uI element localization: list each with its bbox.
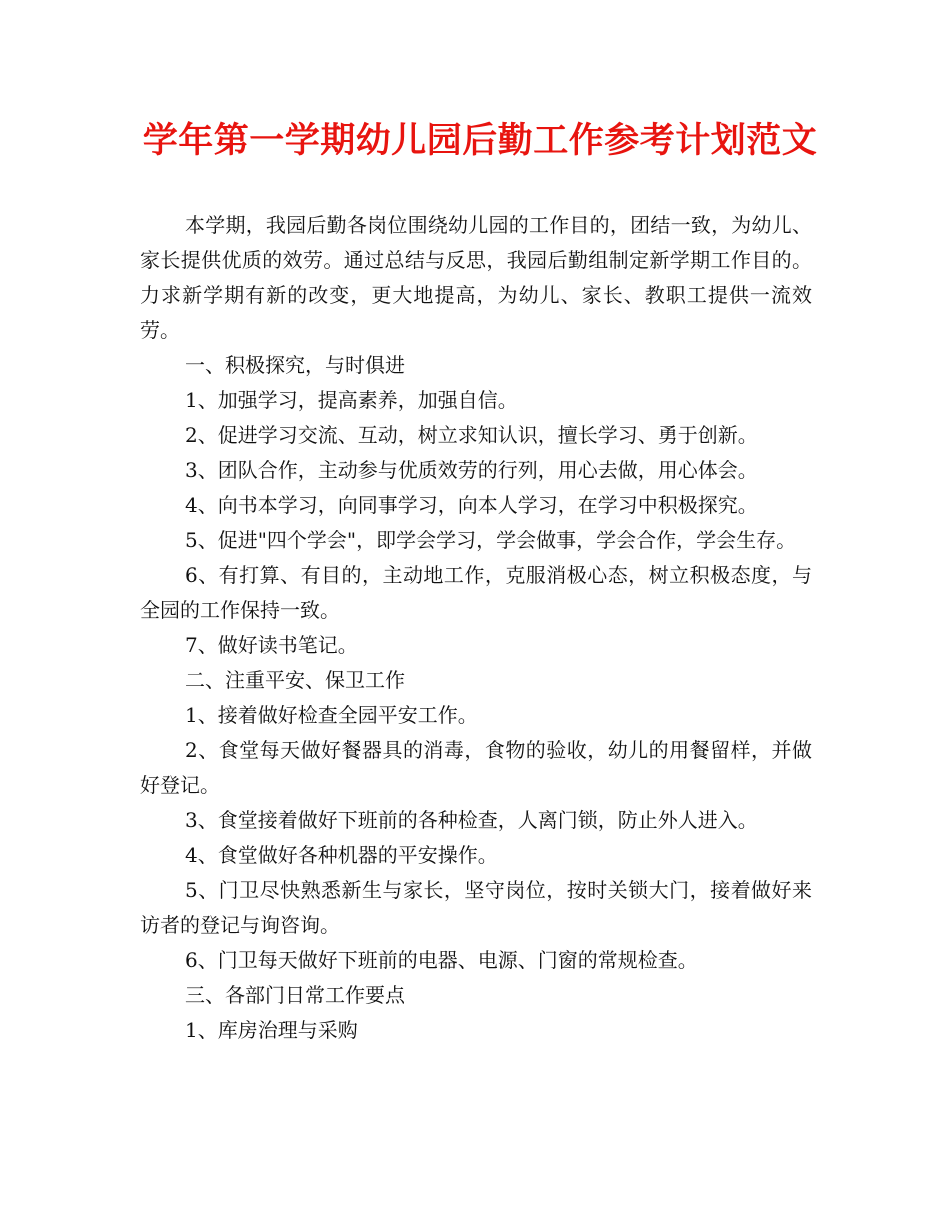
list-item: 4、向书本学习，向同事学习，向本人学习，在学习中积极探究。 — [185, 493, 758, 517]
list-item: 7、做好读书笔记。 — [185, 633, 358, 657]
paragraph-intro: 本学期，我园后勤各岗位围绕幼儿园的工作目的，团结一致，为幼儿、家长提供优质的效劳。通过总结与反思，我园后勤组制定新学期工作目的。力求新学期有新的改变，更大地提高，为幼儿、家长、教职工提供一流效劳。 — [140, 213, 812, 342]
section-heading-2: 二、注重平安、保卫工作 — [185, 668, 405, 692]
list-item: 5、促进"四个学会"，即学会学习，学会做事，学会合作，学会生存。 — [185, 528, 797, 552]
list-item: 5、门卫尽快熟悉新生与家长，坚守岗位，按时关锁大门，接着做好来访者的登记与询咨询。 — [140, 878, 812, 937]
list-item: 2、促进学习交流、互动，树立求知认识，擅长学习、勇于创新。 — [185, 423, 758, 447]
list-item: 1、接着做好检查全园平安工作。 — [185, 703, 478, 727]
document-body — [140, 208, 812, 1048]
list-item: 1、库房治理与采购 — [185, 1018, 358, 1042]
list-item: 3、团队合作，主动参与优质效劳的行列，用心去做，用心体会。 — [185, 458, 758, 482]
list-item: 2、食堂每天做好餐器具的消毒，食物的验收，幼儿的用餐留样，并做好登记。 — [140, 738, 812, 797]
document-title: 学年第一学期幼儿园后勤工作参考计划范文 — [142, 121, 818, 161]
list-item: 6、门卫每天做好下班前的电器、电源、门窗的常规检查。 — [185, 948, 698, 972]
section-heading-3: 三、各部门日常工作要点 — [185, 983, 405, 1007]
list-item: 4、食堂做好各种机器的平安操作。 — [185, 843, 498, 867]
list-item: 1、加强学习，提高素养，加强自信。 — [185, 388, 518, 412]
list-item: 3、食堂接着做好下班前的各种检查，人离门锁，防止外人进入。 — [185, 808, 758, 832]
section-heading-1: 一、积极探究，与时俱进 — [185, 353, 405, 377]
list-item: 6、有打算、有目的，主动地工作，克服消极心态，树立积极态度，与全园的工作保持一致。 — [140, 563, 812, 622]
